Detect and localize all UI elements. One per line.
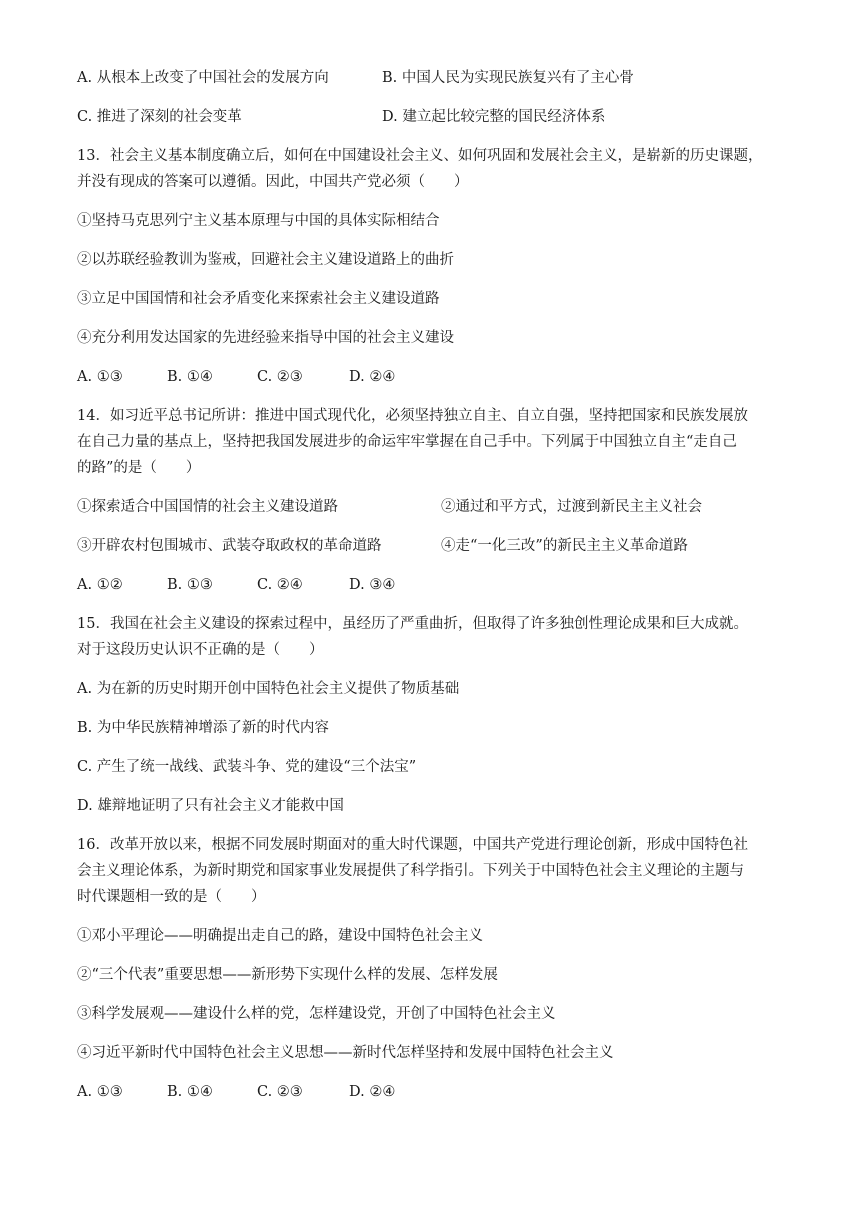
q16-options [77,1082,395,1102]
q13-option-b: B. ①④ [167,369,213,385]
q12-option-b: B. 中国人民为实现民族复兴有了主心骨 [382,70,634,86]
q16-item-1: ①邓小平理论——明确提出走自己的路，建设中国特色社会主义 [77,928,483,944]
q16-item-4: ④习近平新时代中国特色社会主义思想——新时代怎样坚持和发展中国特色社会主义 [77,1045,614,1061]
q13-options [77,367,395,387]
q16-option-b: B. ①④ [167,1084,213,1100]
q13-stem-line1: 13．社会主义基本制度确立后，如何在中国建设社会主义、如何巩固和发展社会主义，是崭新的历史课题， [77,148,763,164]
q14-stem-line1: 14．如习近平总书记所讲：推进中国式现代化，必须坚持独立自主、自立自强，坚持把国家和民族发展放 [77,408,748,424]
q16-stem-line3: 时代课题相一致的是（ ） [77,889,266,905]
q13-stem-line2: 并没有现成的答案可以遵循。因此，中国共产党必须（ ） [77,174,469,190]
q12-option-c: C. 推进了深刻的社会变革 [77,109,242,125]
q16-item-3: ③科学发展观——建设什么样的党，怎样建设党，开创了中国特色社会主义 [77,1006,556,1022]
q15-option-b: B. 为中华民族精神增添了新的时代内容 [77,720,329,736]
q14-item-4: ④走“一化三改”的新民主主义革命道路 [441,538,688,554]
q16-option-d: D. ②④ [349,1084,396,1100]
q13-option-a: A. ①③ [77,369,123,385]
q14-option-d: D. ③④ [349,577,396,593]
q16-option-c: C. ②③ [257,1084,303,1100]
q16-item-2: ②“三个代表”重要思想——新形势下实现什么样的发展、怎样发展 [77,967,498,983]
q13-item-2: ②以苏联经验教训为鉴戒，回避社会主义建设道路上的曲折 [77,252,454,268]
q16-stem-line1: 16．改革开放以来，根据不同发展时期面对的重大时代课题，中国共产党进行理论创新，形成中国特色社 [77,837,748,853]
q14-option-b: B. ①③ [167,577,213,593]
q13-item-3: ③立足中国国情和社会矛盾变化来探索社会主义建设道路 [77,291,440,307]
q12-option-a: A. 从根本上改变了中国社会的发展方向 [77,70,329,86]
q13-option-d: D. ②④ [349,369,396,385]
q15-stem-line2: 对于这段历史认识不正确的是（ ） [77,642,324,658]
q15-option-d: D. 雄辩地证明了只有社会主义才能救中国 [77,798,344,814]
q13-item-4: ④充分利用发达国家的先进经验来指导中国的社会主义建设 [77,330,454,346]
q16-stem-line2: 会主义理论体系，为新时期党和国家事业发展提供了科学指引。下列关于中国特色社会主义理论的主题与 [77,863,744,879]
q15-option-a: A. 为在新的历史时期开创中国特色社会主义提供了物质基础 [77,681,460,697]
q14-item-2: ②通过和平方式，过渡到新民主主义社会 [441,499,702,515]
q14-options [77,575,395,595]
q15-stem-line1: 15．我国在社会主义建设的探索过程中，虽经历了严重曲折，但取得了许多独创性理论成果和巨大成就。 [77,616,748,632]
q16-option-a: A. ①③ [77,1084,123,1100]
q14-stem-line2: 在自己力量的基点上，坚持把我国发展进步的命运牢牢掌握在自己手中。下列属于中国独立自主“走自己 [77,434,737,450]
q15-option-c: C. 产生了统一战线、武装斗争、党的建设“三个法宝” [77,759,417,775]
q14-item-1: ①探索适合中国国情的社会主义建设道路 [77,499,338,515]
q13-option-c: C. ②③ [257,369,303,385]
q13-item-1: ①坚持马克思列宁主义基本原理与中国的具体实际相结合 [77,213,440,229]
q14-option-a: A. ①② [77,577,123,593]
q14-option-c: C. ②④ [257,577,303,593]
q12-option-d: D. 建立起比较完整的国民经济体系 [382,109,606,125]
q14-item-3: ③开辟农村包围城市、武装夺取政权的革命道路 [77,538,382,554]
q14-stem-line3: 的路”的是（ ） [77,460,201,476]
